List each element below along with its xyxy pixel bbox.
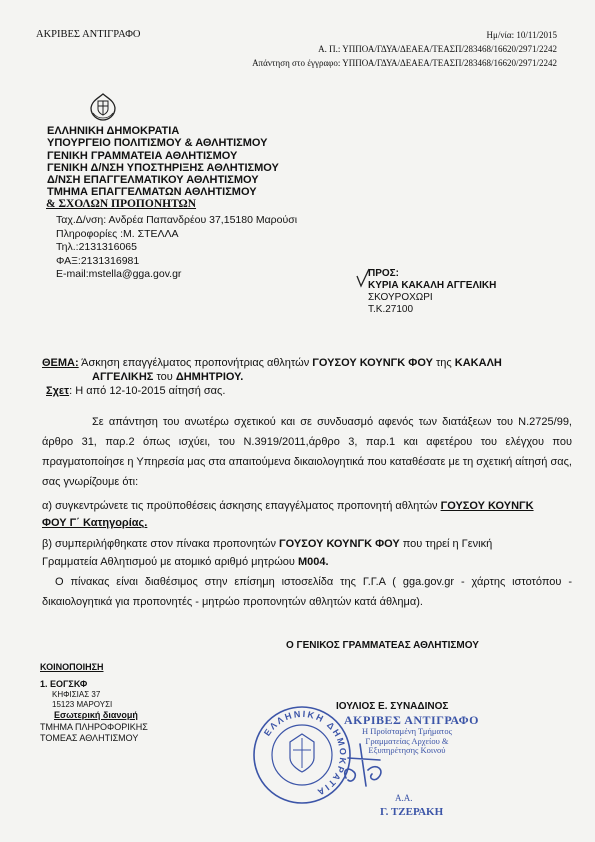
handwritten-signature-icon: [338, 740, 398, 790]
email[interactable]: E-mail:mstella@gga.gov.gr: [56, 268, 182, 281]
registry-code: Μ004.: [298, 556, 329, 568]
sender-line: Δ/ΝΣΗ ΕΠΑΓΓΕΛΜΑΤΙΚΟΥ ΑΘΛΗΤΙΣΜΟΥ: [47, 174, 259, 187]
subject-name: ΔΗΜΗΤΡΙΟΥ.: [175, 371, 244, 383]
date-line: Ημ/νία: 10/11/2015: [486, 30, 557, 40]
body-paragraph-c: Ο πίνακας είναι διαθέσιμος στην επίσημη ιστοσελίδα της Γ.Γ.Α ( gga.gov.gr - χάρτης ιστοτόπου - δικαιολογητικά για προπονητές - μητρώο προπονητών αθλητών κατά άθλημα).: [42, 576, 572, 608]
subject-text: της: [432, 357, 455, 369]
distribution-item: 1. ΕΟΓΣΚΦ: [40, 678, 88, 689]
item-b-text: που τηρεί η Γενική: [399, 538, 493, 550]
subject-text: του: [153, 371, 176, 383]
reference-line: [46, 385, 225, 397]
coat-of-arms-icon: [87, 91, 119, 123]
reply-line: Απάντηση στο έγγραφο: ΥΠΠΟΑ/ΓΔΥΑ/ΔΕΑΕΑ/ΤΕΑΣΠ/283468/16620/2971/2242: [252, 58, 557, 68]
department-line: & ΣΧΟΛΩΝ ΠΡΟΠΟΝΗΤΩΝ: [46, 198, 197, 210]
item-b-bold: ΓΟΥΣΟΥ ΚΟΥΝΓΚ ΦΟΥ: [279, 538, 400, 550]
stamp-name: Γ. ΤΖΕΡΑΚΗ: [380, 806, 444, 818]
item-b-text: Γραμματεία Αθλητισμού με ατομικό αριθμό μητρώου: [42, 556, 298, 568]
copy-label: ΑΚΡΙΒΕΣ ΑΝΤΙΓΡΑΦΟ: [36, 29, 141, 40]
sender-line: ΓΕΝΙΚΗ ΓΡΑΜΜΑΤΕΙΑ ΑΘΛΗΤΙΣΜΟΥ: [47, 149, 238, 162]
fax: ΦΑΞ:2131316981: [56, 254, 140, 267]
recipient-label: ΠΡΟΣ:: [368, 268, 400, 279]
body-paragraph-1: Σε απάντηση του ανωτέρω σχετικού και σε συνδυασμό αφενός των διατάξεων του Ν.2725/99, άρθρο 31, παρ.2 όπως ισχύει, του Ν.3919/2011,άρθρο 3, παρ.1 και αφετέρου του ελέγχου που πραγματοποίησε η Υπηρεσία μας στα απαιτούμενα δικαιολογητικά που καταθέσατε με τη σχετική αίτησή σας, σας γνωρίζουμε ότι:: [42, 416, 572, 488]
stamp-line: Η Προϊσταμένη Τμήματος: [362, 726, 452, 736]
item-a-bold: ΓΟΥΣΟΥ ΚΟΥΝΓΚ: [440, 500, 534, 512]
subject-name: ΚΑΚΑΛΗ: [454, 357, 502, 369]
body-item-b-2: [42, 556, 329, 568]
signatory-name: ΙΟΥΛΙΟΣ Ε. ΣΥΝΑΔΙΝΟΣ: [336, 701, 449, 712]
body-item-a: [42, 500, 534, 512]
sender-block: [47, 125, 279, 199]
seal-text: ΕΛΛΗΝΙΚΗ ΔΗΜΟΚΡΑΤΙΑ: [261, 708, 349, 799]
recipient-name: ΚΥΡΙΑ ΚΑΚΑΛΗ ΑΓΓΕΛΙΚΗ: [368, 280, 497, 291]
subject-name: ΓΟΥΣΟΥ ΚΟΥΝΓΚ ΦΟΥ: [312, 357, 433, 369]
item-a-text: α) συγκεντρώνετε τις προϋποθέσεις άσκησης επαγγέλματος προπονητή αθλητών: [42, 500, 441, 512]
stamp-line: Γραμματείας Αρχείου &: [365, 735, 449, 746]
phone: Τηλ.:2131316065: [56, 241, 137, 254]
stamp-title: ΑΚΡΙΒΕΣ ΑΝΤΙΓΡΑΦΟ: [344, 713, 479, 727]
recipient-place: ΣΚΟΥΡΟΧΩΡΙ: [368, 292, 433, 303]
reference-text: : Η από 12-10-2015 αίτησή σας.: [69, 385, 226, 397]
reference-label: Σχετ: [46, 385, 70, 397]
distribution-block: [40, 662, 148, 745]
internal-item: ΤΜΗΜΑ ΠΛΗΡΟΦΟΡΙΚΗΣ: [40, 721, 148, 732]
stamp-line: Εξυπηρέτησης Κοινού: [368, 745, 446, 755]
sender-line: ΥΠΟΥΡΓΕΙΟ ΠΟΛΙΤΙΣΜΟΥ & ΑΘΛΗΤΙΣΜΟΥ: [47, 137, 268, 150]
item-a-continuation: ΦΟΥ Γ΄ Κατηγορίας.: [42, 517, 148, 529]
subject-line-2: [92, 371, 243, 383]
recipient-block: [368, 268, 496, 316]
subject-text: Άσκηση επαγγέλματος προπονήτριας αθλητών: [78, 357, 313, 369]
sender-line: ΓΕΝΙΚΗ Δ/ΝΣΗ ΥΠΟΣΤΗΡΙΞΗΣ ΑΘΛΗΤΙΣΜΟΥ: [47, 161, 279, 174]
distribution-label: ΚΟΙΝΟΠΟΙΗΣΗ: [40, 662, 104, 672]
sender-line: ΕΛΛΗΝΙΚΗ ΔΗΜΟΚΡΑΤΙΑ: [47, 125, 180, 137]
internal-item: ΤΟΜΕΑΣ ΑΘΛΗΤΙΣΜΟΥ: [40, 733, 139, 743]
distribution-address: ΚΗΦΙΣΙΑΣ 37: [52, 690, 101, 699]
distribution-address: 15123 ΜΑΡΟΥΣΙ: [52, 700, 113, 709]
item-b-text: β) συμπεριλήφθηκατε στον πίνακα προπονητών: [42, 538, 280, 550]
internal-distribution-label: Εσωτερική διανομή: [54, 710, 138, 720]
contact-block: [56, 214, 297, 282]
subject-line: [42, 357, 502, 369]
recipient-postal: Τ.Κ.27100: [368, 304, 414, 315]
info-contact: Πληροφορίες :Μ. ΣΤΕΛΛΑ: [56, 227, 179, 240]
sender-line: ΤΜΗΜΑ ΕΠΑΓΓΕΛΜΑΤΩΝ ΑΘΛΗΤΙΣΜΟΥ: [47, 186, 257, 199]
stamp-aa: Α.Α.: [395, 793, 413, 803]
body-item-b: [42, 538, 492, 550]
protocol-line: Α. Π.: ΥΠΠΟΑ/ΓΔΥΑ/ΔΕΑΕΑ/ΤΕΑΣΠ/283468/16620/2971/2242: [318, 44, 557, 54]
subject-name: ΑΓΓΕΛΙΚΗΣ: [92, 371, 154, 383]
subject-label: ΘΕΜΑ:: [42, 357, 79, 369]
address: Ταχ.Δ/νση: Ανδρέα Παπανδρέου 37,15180 Μαρούσι: [56, 214, 298, 226]
signature-title: Ο ΓΕΝΙΚΟΣ ΓΡΑΜΜΑΤΕΑΣ ΑΘΛΗΤΙΣΜΟΥ: [286, 640, 479, 651]
